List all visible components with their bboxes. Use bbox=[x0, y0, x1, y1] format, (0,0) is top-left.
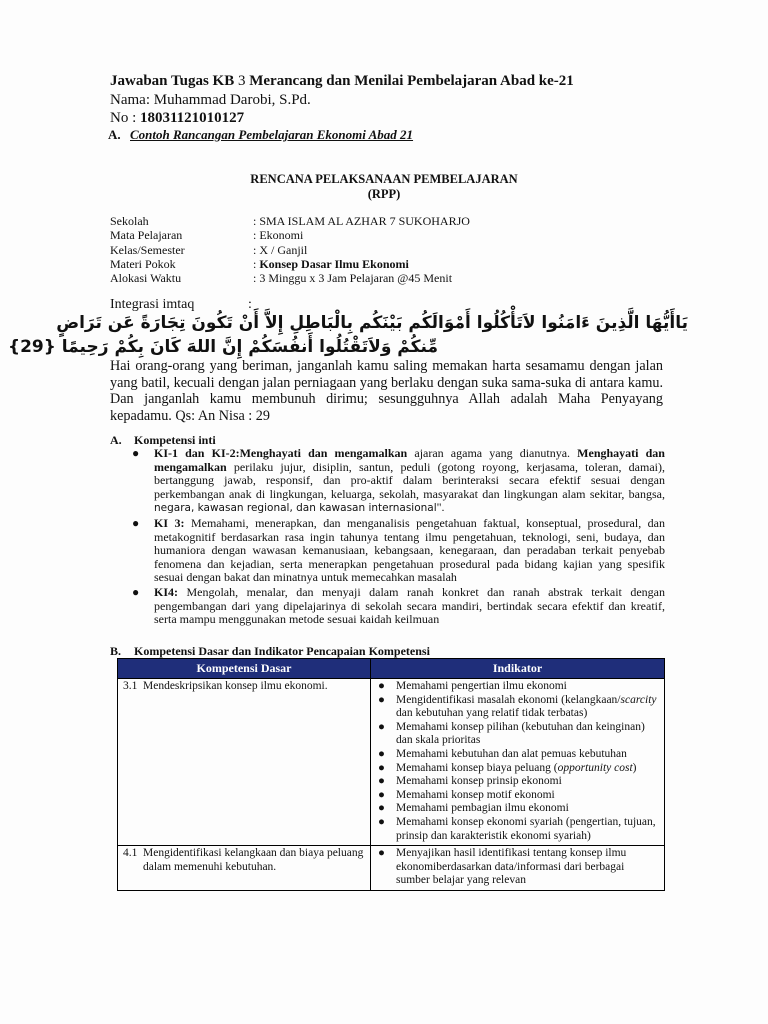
ki-item: ● KI 3: Memahami, menerapkan, dan menganalisis pengetahuan faktual, konseptual, prosedural, dan metakognitif berdasarkan rasa ingin tahunya tentang ilmu pengetahuan, teknologi, seni, budaya, dan humaniora dengan wawasan kemanusiaan, kebangsaan, kenegaraan, dan peradaban terkait penyebab fenomena dan kejadian, serta menerapkan pengetahuan prosedural pada bidang kajian yang spesifik sesuai dengan bakat dan minatnya untuk memecahkan masalah bbox=[132, 515, 666, 585]
bullet-icon: ● bbox=[378, 788, 385, 801]
author-name: Nama: Muhammad Darobi, S.Pd. bbox=[110, 92, 311, 108]
identity-table bbox=[110, 214, 470, 285]
arabic-verse-line-1: يَاأَيُّهَا الَّذِينَ ءَامَنُوا لاَتَأْكُلُوا أَمْوَالَكُم بَيْنَكُم بِالْبَاطِلِ إِلاَّ أَنْ تَكُونَ تِجَارَةً عَن تَرَاضٍ bbox=[56, 313, 688, 333]
ki-item: ● KI4: Mengolah, menalar, dan menyaji dalam ranah konkret dan ranah abstrak terkait dengan pengembangan dari yang dipelajarinya di sekolah secara mandiri, bertindak secara efektif dan kreatif, serta mampu menggunakan metode sesuai kaidah keilmuan bbox=[132, 584, 665, 627]
rpp-title: RENCANA PELAKSANAAN PEMBELAJARAN bbox=[250, 172, 518, 186]
column-header-kd: Kompetensi Dasar bbox=[118, 659, 371, 679]
list-item: ● Memahami konsep prinsip ekonomi bbox=[378, 775, 562, 788]
kd-cell: 4.1 Mengidentifikasi kelangkaan dan biaya peluang dalam memenuhi kebutuhan. bbox=[123, 847, 364, 873]
student-number: No : 18031121010127 bbox=[110, 110, 245, 126]
kd-indikator-table bbox=[117, 658, 665, 891]
bullet-icon: ● bbox=[378, 815, 385, 828]
document-title: Jawaban Tugas KB 3 Merancang dan Menilai Pembelajaran Abad ke-21 bbox=[110, 73, 574, 89]
table-row bbox=[118, 846, 665, 891]
kompetensi-inti-list bbox=[132, 447, 665, 628]
identity-row-topic: Materi Pokok : Konsep Dasar Ilmu Ekonomi bbox=[110, 256, 409, 271]
bullet-icon: ● bbox=[378, 693, 385, 706]
kompetensi-dasar-heading: B. Kompetensi Dasar dan Indikator Pencapaian Kompetensi bbox=[110, 644, 430, 658]
identity-row-subject: Mata Pelajaran : Ekonomi bbox=[110, 228, 304, 243]
arabic-verse-line-2: مِّنكُمْ وَلاَتَقْتُلُوا أَنفُسَكُمْ إِنَّ اللهَ كَانَ بِكُمْ رَحِيمًا {29} bbox=[7, 337, 438, 357]
bullet-icon: ● bbox=[132, 584, 140, 599]
identity-row-time: Alokasi Waktu : 3 Minggu x 3 Jam Pelajaran @45 Menit bbox=[110, 271, 453, 286]
column-header-indikator: Indikator bbox=[371, 659, 665, 679]
identity-row-school: Sekolah : SMA ISLAM AL AZHAR 7 SUKOHARJO bbox=[110, 214, 470, 228]
rpp-subtitle: (RPP) bbox=[367, 187, 401, 201]
list-item: ● Memahami konsep biaya peluang (opportunity cost) bbox=[378, 761, 637, 774]
kompetensi-inti-heading: A. Kompetensi inti bbox=[110, 433, 216, 447]
table-row bbox=[118, 679, 665, 846]
list-item: ● Menyajikan hasil identifikasi tentang konsep ilmu ekonomiberdasarkan data/informasi dari berbagai sumber belajar yang relevan bbox=[378, 847, 627, 887]
bullet-icon: ● bbox=[378, 761, 385, 774]
list-item: ● Memahami pembagian ilmu ekonomi bbox=[378, 802, 569, 815]
bullet-icon: ● bbox=[378, 680, 385, 692]
bullet-icon: ● bbox=[132, 446, 140, 460]
section-heading-a: A. Contoh Rancangan Pembelajaran Ekonomi Abad 21 bbox=[108, 127, 414, 142]
verse-translation: Hai orang-orang yang beriman, janganlah kamu saling memakan harta sesamamu dengan jalan yang batil, kecuali dengan jalan perniagaan yang berlaku dengan suka sama-suka di antara kamu. Dan janganlah kamu membunuh dirimu; sesungguhnya Allah adalah Maha Penyayang kepadamu. Qs: An Nisa : 29 bbox=[110, 358, 663, 424]
kd-cell: 3.1 Mendeskripsikan konsep ilmu ekonomi. bbox=[123, 680, 328, 692]
bullet-icon: ● bbox=[378, 802, 385, 815]
integrasi-colon: : bbox=[248, 297, 252, 312]
list-item: ● Memahami konsep pilihan (kebutuhan dan keinginan) dan skala prioritas bbox=[378, 720, 645, 747]
identity-row-class: Kelas/Semester : X / Ganjil bbox=[110, 242, 308, 257]
list-item: ● Memahami konsep motif ekonomi bbox=[378, 788, 555, 801]
bullet-icon: ● bbox=[132, 515, 140, 530]
bullet-icon: ● bbox=[378, 775, 385, 788]
bullet-icon: ● bbox=[378, 747, 385, 760]
list-item: ● Mengidentifikasi masalah ekonomi (kelangkaan/scarcity dan kebutuhan yang relatif tidak terbatas) bbox=[378, 693, 657, 720]
ki-item: ● KI-1 dan KI-2:Menghayati dan mengamalkan ajaran agama yang dianutnya. Menghayati dan mengamalkan perilaku jujur, disiplin, santun, peduli (gotong royong, kerjasama, toleran, damai), bertanggung jawab, responsif, dan pro-aktif dalam berinteraksi secara efektif sesuai dengan perkembangan anak di lingkungan, keluarga, sekolah, masyarakat dan lingkungan alam sekitar, bangsa, negara, kawasan regional, dan kawasan internasional". bbox=[132, 446, 665, 515]
list-item: ● Memahami pengertian ilmu ekonomi bbox=[378, 680, 567, 692]
bullet-icon: ● bbox=[378, 847, 385, 860]
list-item: ● Memahami kebutuhan dan alat pemuas kebutuhan bbox=[378, 747, 627, 760]
bullet-icon: ● bbox=[378, 720, 385, 733]
indicator-list bbox=[376, 847, 660, 888]
list-item: ● Memahami konsep ekonomi syariah (pengertian, tujuan, prinsip dan karakteristik ekonomi syariah) bbox=[378, 815, 656, 842]
indicator-list bbox=[376, 680, 660, 843]
integrasi-label: Integrasi imtaq bbox=[110, 297, 195, 312]
